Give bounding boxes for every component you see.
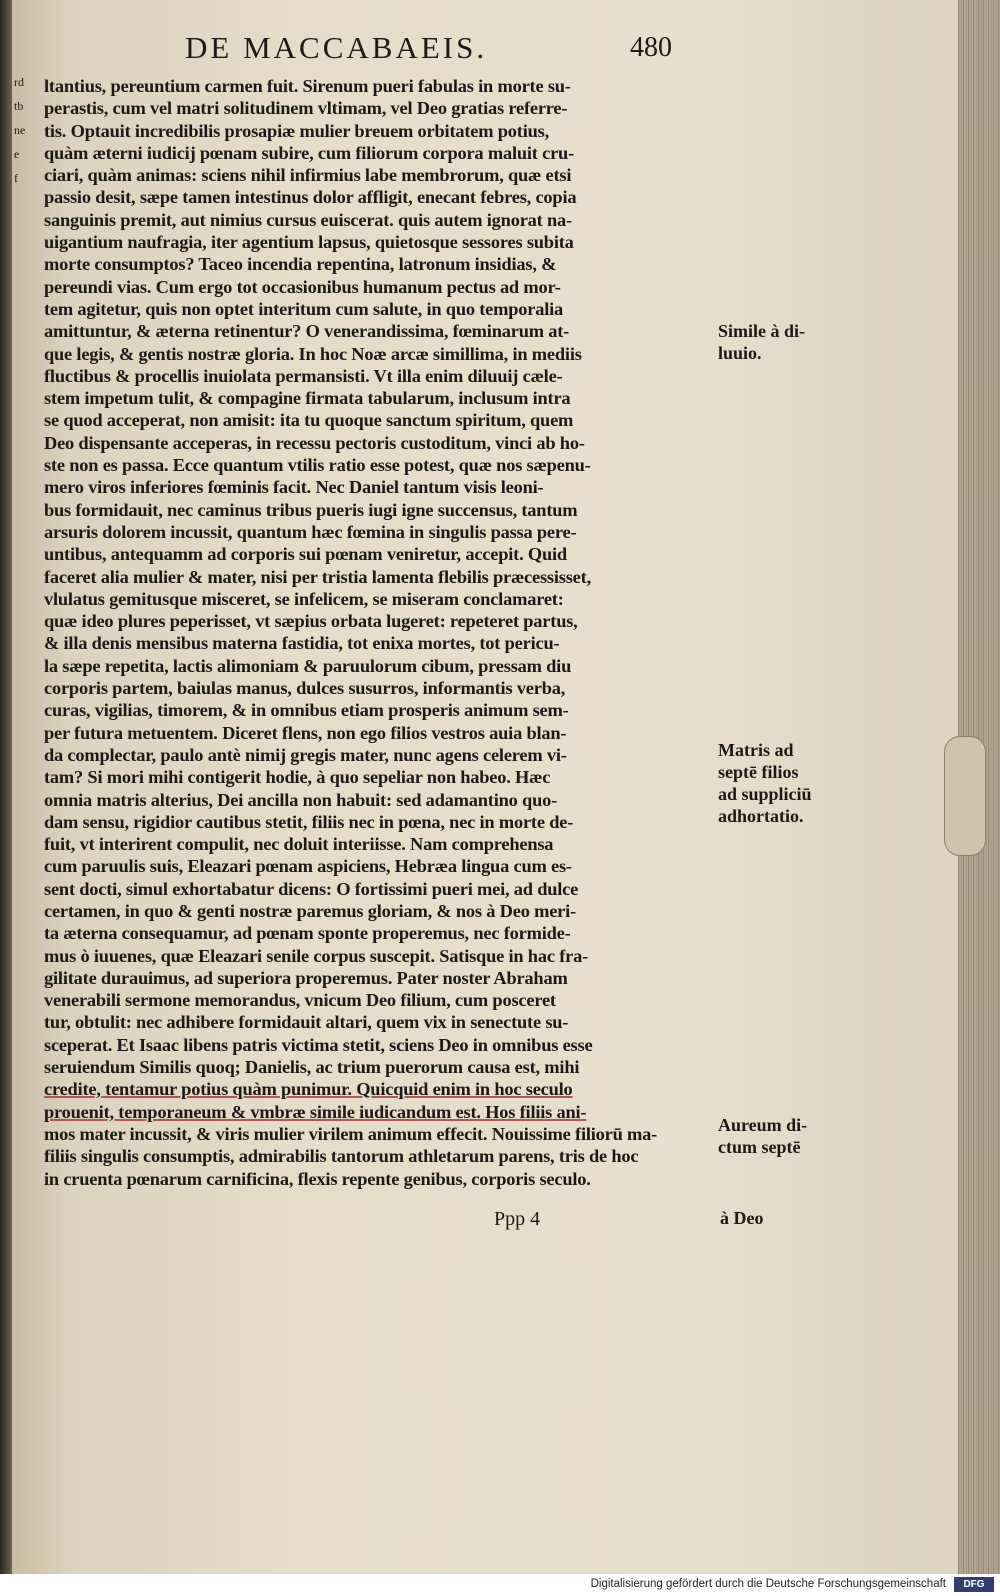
text-line: fluctibus & procellis inuiolata permansisti. Vt illa enim diluuij cæle- — [44, 365, 563, 386]
text-line: uigantium naufragia, iter agentium lapsus, quietosque sessores subita — [44, 232, 574, 253]
text-line: perastis, cum vel matri solitudinem vltimam, vel Deo gratias referre- — [44, 98, 568, 119]
margin-note-line: Aureum di- — [718, 1115, 808, 1135]
underlined-text-line: credite, tentamur potius quàm punimur. Quicquid enim in hoc seculo — [44, 1079, 573, 1100]
page-foot — [12, 1208, 958, 1234]
margin-note-line: Matris ad — [718, 740, 794, 760]
text-line: ltantius, pereuntium carmen fuit. Sirenum pueri fabulas in morte su- — [44, 76, 571, 96]
digitization-footer — [0, 1574, 1000, 1596]
text-line: venerabili sermone memorandus, vnicum Deo filium, cum posceret — [44, 990, 556, 1011]
page-number: 480 — [630, 32, 672, 63]
text-line: sceperat. Et Isaac libens patris victima stetit, sciens Deo in omnibus esse — [44, 1034, 593, 1055]
text-line: Deo dispensante acceperas, in recessu pectoris custoditum, vinci ab ho- — [44, 432, 585, 453]
text-line: filiis singulis consumptis, admirabilis tantorum athletarum parens, tris de hoc — [44, 1146, 639, 1167]
running-head-title: DE MACCABAEIS. — [185, 30, 488, 65]
text-line: quæ ideo plures peperisset, vt sæpius orbata lugeret: repeteret partus, — [44, 611, 578, 632]
margin-note-matris — [718, 739, 812, 827]
text-line: amittuntur, & æterna retinentur? O venerandissima, fœminarum at- — [44, 321, 570, 342]
thumb-tab — [944, 736, 986, 856]
margin-note-line: luuio. — [718, 343, 762, 363]
margin-note-aureum — [718, 1114, 807, 1158]
text-line: stem impetum tulit, & compagine firmata tabularum, inclusum intra — [44, 388, 571, 409]
text-line: curas, vigilias, timorem, & in omnibus etiam prosperis animum sem- — [44, 700, 569, 721]
text-line: tis. Optauit incredibilis prosapiæ mulier breuem orbitatem potius, — [44, 120, 550, 141]
footer-credit: Digitalisierung gefördert durch die Deutsche Forschungsgemeinschaft — [590, 1578, 946, 1590]
text-line: ciari, quàm animas: sciens nihil infirmius labe membrorum, quæ etsi — [44, 165, 572, 186]
underlined-text-line: prouenit, temporaneum & vmbræ simile iudicandum est. Hos filiis ani- — [44, 1101, 587, 1122]
text-line: corporis partem, baiulas manus, dulces susurros, informantis verba, — [44, 678, 566, 699]
text-line: untibus, antequamm ad corporis sui pœnam veniretur, accepit. Quid — [44, 544, 567, 565]
text-line: omnia matris alterius, Dei ancilla non habuit: sed adamantino quo- — [44, 789, 558, 810]
text-line: vlulatus gemitusque misceret, se infelicem, se miseram conclamaret: — [44, 588, 564, 609]
text-line: gilitate durauimus, ad superiora properemus. Pater noster Abraham — [44, 967, 568, 988]
text-line: pereundi vias. Cum ergo tot occasionibus humanum pectus ad mor- — [44, 276, 561, 297]
text-line: sent docti, simul exhortabatur dicens: O fortissimi pueri mei, ad dulce — [44, 878, 579, 899]
text-line: sanguinis premit, aut nimius cursus euiscerat. quis autem ignorat na- — [44, 209, 572, 230]
margin-note-line: Simile à di- — [718, 321, 806, 341]
text-line: faceret alia mulier & mater, nisi per tristia lamenta flebilis præcessisset, — [44, 566, 591, 587]
text-line: certamen, in quo & genti nostræ paremus gloriam, & nos à Deo meri- — [44, 900, 576, 921]
text-line: in cruenta pœnarum carnificina, flexis repente genibus, corporis seculo. — [44, 1168, 591, 1189]
catchword: à Deo — [720, 1208, 764, 1228]
text-line: ste non es passa. Ecce quantum vtilis ratio esse potest, quæ nos sæpenu- — [44, 455, 591, 476]
margin-note-line: ctum septē — [718, 1137, 801, 1157]
text-line: que legis, & gentis nostræ gloria. In hoc Noæ arcæ simillima, in mediis — [44, 343, 582, 364]
margin-note-simile — [718, 320, 805, 364]
text-line: ta æterna consequamur, ad pœnam sponte properemus, nec formide- — [44, 923, 571, 944]
text-line: morte consumptos? Taceo incendia repentina, latronum insidias, & — [44, 254, 557, 275]
margin-note-line: ad suppliciū — [718, 784, 812, 804]
text-line: bus formidauit, nec caminus tribus pueris iugi igne succensus, tantum — [44, 499, 578, 520]
margin-note-line: adhortatio. — [718, 806, 804, 826]
text-line: arsuris dolorem incussit, quantum hæc fœmina in singulis passa pere- — [44, 521, 577, 542]
main-text-column — [44, 75, 704, 1190]
margin-note-line: septē filios — [718, 762, 799, 782]
text-line: per futura metuentem. Diceret flens, non ego filios vestros auia blan- — [44, 722, 567, 743]
dfg-logo: DFG — [954, 1577, 994, 1592]
signature-mark: Ppp 4 — [494, 1208, 541, 1230]
text-line: da complectar, paulo antè nimij gregis mater, nunc agens celerem vi- — [44, 744, 567, 765]
text-line: tur, obtulit: nec adhibere formidauit altari, quem vix in senectute su- — [44, 1012, 569, 1033]
text-line: mero viros inferiores fœminis facit. Nec Daniel tantum visis leoni- — [44, 477, 544, 498]
text-line: tam? Si mori mihi contigerit hodie, à quo sepeliar non habeo. Hæc — [44, 767, 551, 788]
text-line: quàm æterni iudicij pœnam subire, cum filiorum corpora maluit cru- — [44, 142, 574, 163]
text-line: mus ò iuuenes, quæ Eleazari senile corpus suscepit. Satisque in hac fra- — [44, 945, 589, 966]
text-line: la sæpe repetita, lactis alimoniam & paruulorum cibum, pressam diu — [44, 655, 572, 676]
left-edge-marks: rdtb ne e f — [14, 75, 26, 185]
text-line: seruiendum Similis quoq; Danielis, ac trium puerorum causa est, mihi — [44, 1057, 580, 1078]
book-page — [12, 0, 958, 1574]
text-line: fuit, vt interirent compulit, nec doluit interiisse. Nam comprehensa — [44, 834, 554, 855]
text-line: cum paruulis suis, Eleazari pœnam aspiciens, Hebræa lingua cum es- — [44, 856, 572, 877]
text-line: & illa denis mensibus materna fastidia, tot enixa mortes, tot pericu- — [44, 633, 560, 654]
text-line: tem agitetur, quis non optet interitum cum salute, in quo temporalia — [44, 298, 564, 319]
text-line: se quod acceperat, non amisit: ita tu quoque sanctum spiritum, quem — [44, 410, 574, 431]
text-line: mos mater incussit, & viris mulier virilem animum effecit. Nouissime filiorū ma- — [44, 1123, 658, 1144]
text-line: dam sensu, rigidior cautibus stetit, filiis nec in pœna, nec in morte de- — [44, 811, 574, 832]
text-line: passio desit, sæpe tamen intestinus dolor affligit, enecant febres, copia — [44, 187, 577, 208]
